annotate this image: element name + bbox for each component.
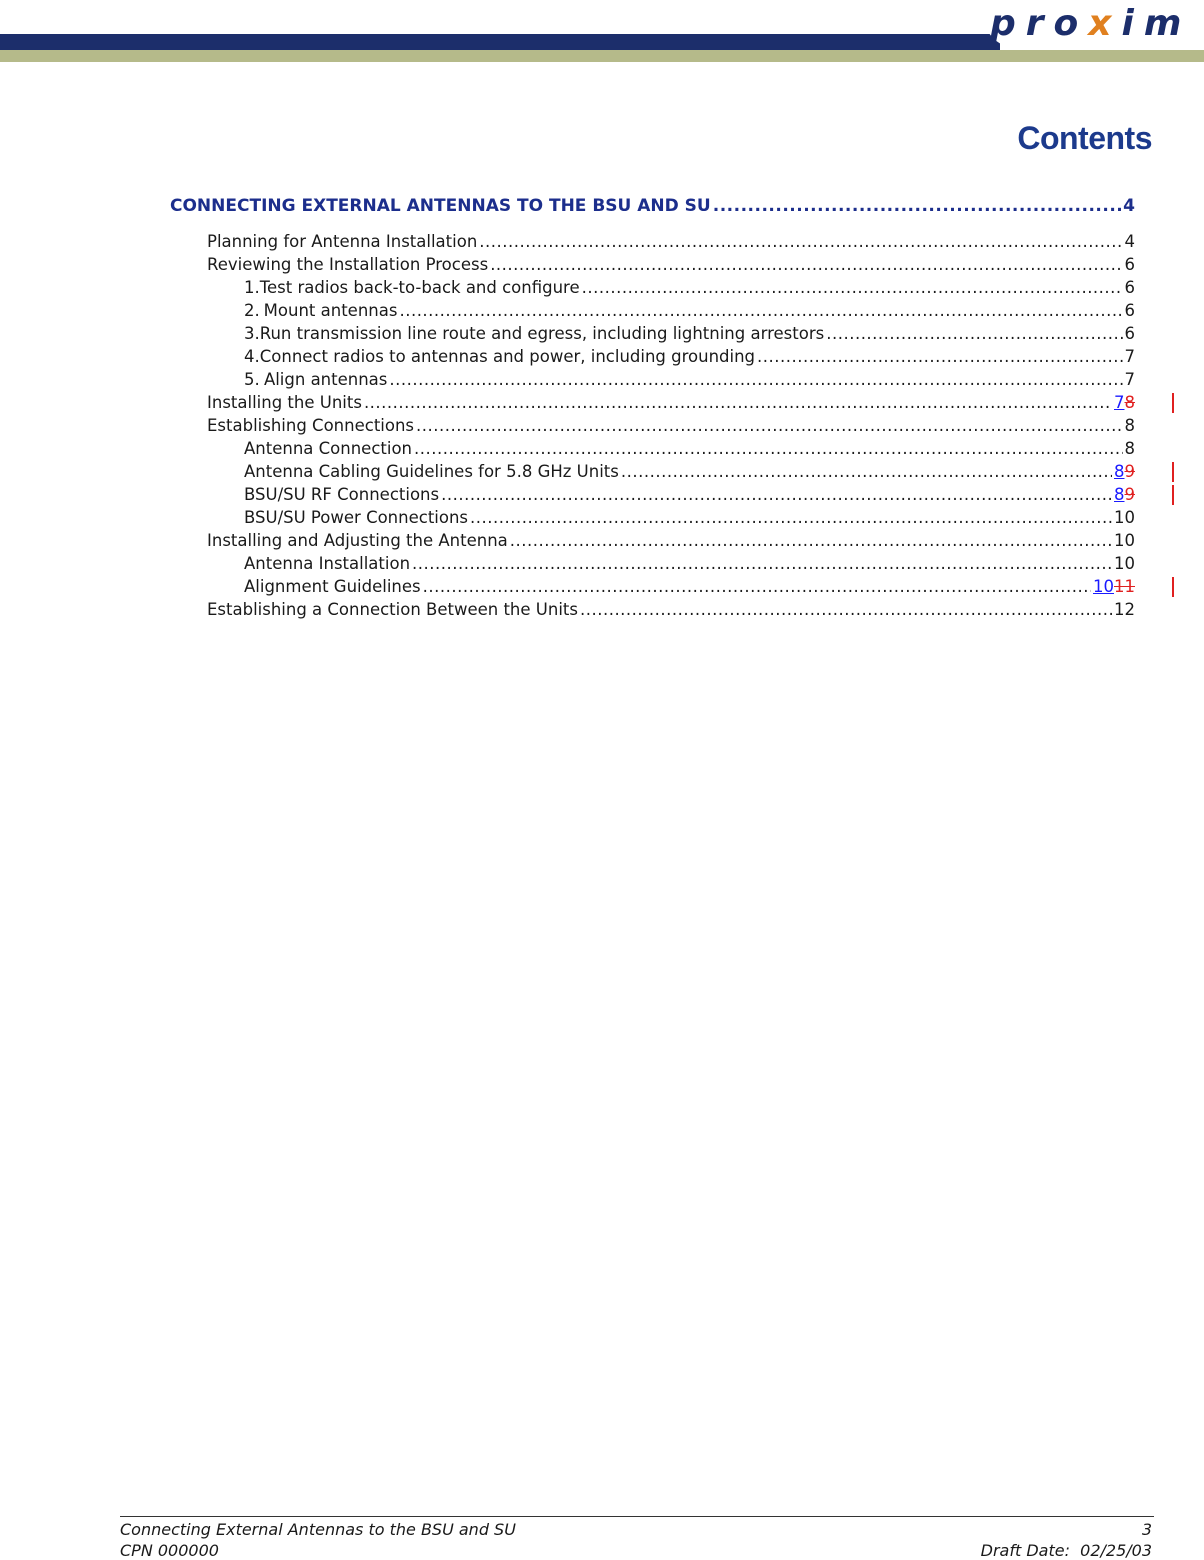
toc-entry[interactable] — [207, 255, 1135, 278]
toc-entry-label: Reviewing the Installation Process — [207, 255, 489, 274]
toc-entry-label: Connect radios to antennas and power, including grounding — [259, 347, 756, 366]
toc-leader — [826, 324, 1122, 343]
toc-entry-label: Run transmission line route and egress, including lightning arrestors — [259, 324, 825, 343]
toc-main-entry[interactable] — [170, 196, 1135, 224]
change-bar — [1172, 485, 1174, 505]
toc-entry-label: Establishing Connections — [207, 416, 415, 435]
toc-leader — [582, 278, 1123, 297]
header-band-olive — [0, 50, 1204, 62]
toc-page-number: 7 — [1124, 347, 1135, 366]
toc-entry-number: 4. — [244, 347, 260, 366]
toc-page-number: 10 — [1114, 531, 1135, 550]
page-title: Contents — [1017, 120, 1152, 156]
toc-entry-label: Test radios back-to-back and configure — [259, 278, 580, 297]
toc-entry-label: Alignment Guidelines — [244, 577, 421, 596]
toc-entry[interactable] — [207, 232, 1135, 255]
inserted-page: 8 — [1114, 485, 1125, 504]
toc-entry-label: Antenna Installation — [244, 554, 411, 573]
toc-entry[interactable] — [244, 324, 1135, 347]
toc-entry-label: Align antennas — [263, 370, 388, 389]
toc-entry[interactable] — [244, 370, 1135, 393]
proxim-logo: proxim — [990, 3, 1192, 44]
toc-page-number: 6 — [1124, 255, 1135, 274]
toc-leader — [713, 196, 1121, 216]
toc-entry[interactable] — [244, 301, 1135, 324]
toc-leader — [757, 347, 1122, 366]
toc-page-number: 10 — [1114, 508, 1135, 527]
toc-page-number: 8 — [1124, 416, 1135, 435]
toc-page-number — [1114, 462, 1135, 481]
toc-leader — [414, 439, 1123, 458]
toc-leader — [580, 600, 1112, 619]
header-band-navy — [0, 34, 1000, 50]
toc-leader — [479, 232, 1122, 251]
inserted-page: 7 — [1114, 393, 1125, 412]
footer-rule — [120, 1516, 1154, 1517]
toc-entry[interactable] — [244, 485, 1135, 508]
deleted-page: 9 — [1124, 485, 1135, 504]
toc-leader — [389, 370, 1122, 389]
toc-entry[interactable] — [244, 347, 1135, 370]
toc-entry-label: CONNECTING EXTERNAL ANTENNAS TO THE BSU AND SU — [170, 196, 711, 216]
toc-entry-label: BSU/SU RF Connections — [244, 485, 440, 504]
toc-entry-number: 1. — [244, 278, 260, 297]
toc-entry-label: Antenna Cabling Guidelines for 5.8 GHz Units — [244, 462, 619, 481]
toc-page-number: 7 — [1124, 370, 1135, 389]
toc-entry[interactable] — [207, 531, 1135, 554]
toc-leader — [441, 485, 1112, 504]
toc-entry[interactable] — [207, 416, 1135, 439]
toc-entry[interactable] — [244, 577, 1135, 600]
toc-entry[interactable] — [244, 439, 1135, 462]
toc-entry-label: Antenna Connection — [244, 439, 412, 458]
toc-entry[interactable] — [207, 600, 1135, 623]
toc-entry[interactable] — [244, 508, 1135, 531]
toc-page-number: 12 — [1114, 600, 1135, 619]
footer-cpn: CPN 000000 — [120, 1541, 219, 1560]
toc-entry[interactable] — [207, 393, 1135, 416]
toc-page-number: 8 — [1124, 439, 1135, 458]
toc-leader — [621, 462, 1112, 481]
toc-leader — [490, 255, 1122, 274]
toc-page-number: 6 — [1124, 324, 1135, 343]
toc-page-number — [1114, 485, 1135, 504]
page-header — [0, 0, 1204, 70]
footer-page-number: 3 — [1141, 1520, 1152, 1539]
toc-page-number: 6 — [1124, 278, 1135, 297]
deleted-page: 8 — [1124, 393, 1135, 412]
toc-entry-label: Establishing a Connection Between the Units — [207, 600, 578, 619]
change-bar — [1172, 577, 1174, 597]
toc-page-number: 10 — [1114, 554, 1135, 573]
inserted-page: 10 — [1093, 577, 1114, 596]
toc-entry-label: BSU/SU Power Connections — [244, 508, 469, 527]
toc-leader — [423, 577, 1091, 596]
toc-page-number — [1114, 393, 1135, 412]
change-bar — [1172, 393, 1174, 413]
deleted-page: 11 — [1114, 577, 1135, 596]
footer-doc-title: Connecting External Antennas to the BSU and SU — [120, 1520, 516, 1539]
footer-draft-date: Draft Date: 02/25/03 — [980, 1541, 1152, 1560]
toc-page-number: 4 — [1124, 232, 1135, 251]
toc-entry-number: 3. — [244, 324, 260, 343]
toc-entry-label: Mount antennas — [263, 301, 398, 320]
toc-leader — [412, 554, 1112, 573]
toc-leader — [364, 393, 1112, 412]
toc-entry-label: Installing and Adjusting the Antenna — [207, 531, 508, 550]
deleted-page: 9 — [1124, 462, 1135, 481]
toc-entry-number: 5. — [244, 370, 260, 389]
toc-page-number: 4 — [1123, 196, 1135, 216]
change-bar — [1172, 462, 1174, 482]
toc-entry[interactable] — [244, 462, 1135, 485]
toc-leader — [510, 531, 1112, 550]
toc-leader — [399, 301, 1122, 320]
toc-entry-number: 2. — [244, 301, 260, 320]
toc-entry[interactable] — [244, 278, 1135, 301]
toc-page-number: 6 — [1124, 301, 1135, 320]
inserted-page: 8 — [1114, 462, 1125, 481]
toc-entry-label: Planning for Antenna Installation — [207, 232, 478, 251]
toc-entry[interactable] — [244, 554, 1135, 577]
toc-leader — [416, 416, 1122, 435]
toc-leader — [470, 508, 1112, 527]
toc-entry-label: Installing the Units — [207, 393, 362, 412]
toc-page-number — [1093, 577, 1135, 596]
